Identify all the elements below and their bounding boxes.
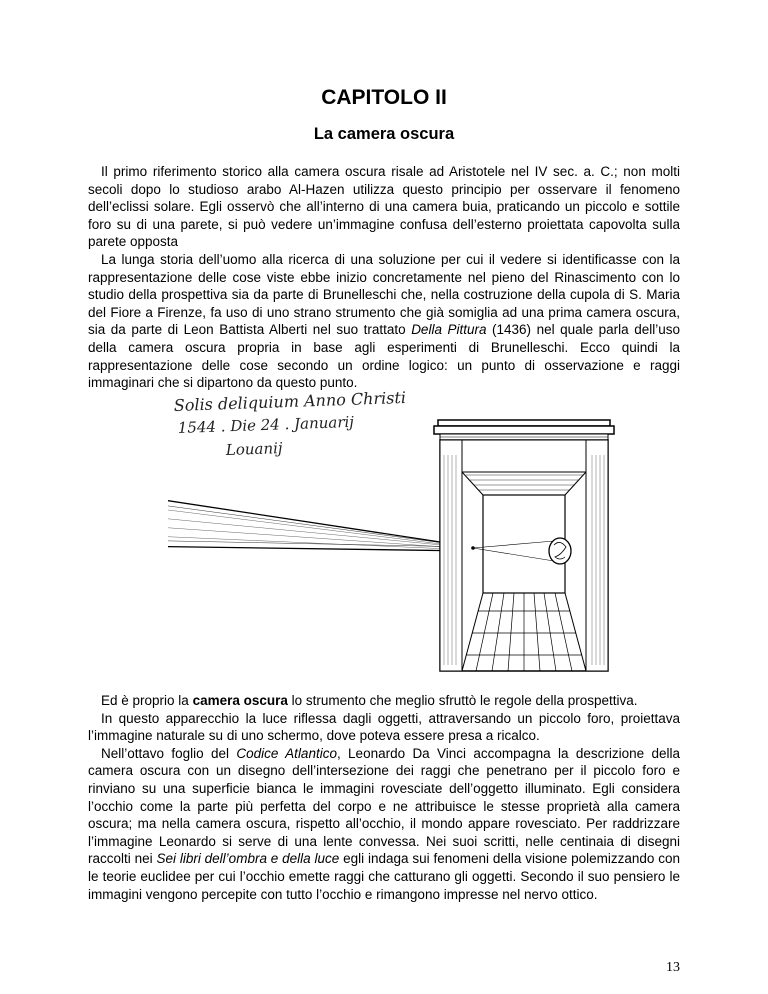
caption-line-1: Solis deliquium Anno Christi bbox=[173, 387, 407, 415]
paragraph-5: Nell’ottavo foglio del Codice Atlantico, Leonardo Da Vinci accompagna la descrizione della camera oscura con un disegno dell’intersezione dei raggi che penetrano per il piccolo foro e rinviano su una superficie bianca le immagini rovesciate dell’oggetto illuminato. Egli considera l’occhio come la parte più perfetta del corpo e ne attribuisce le stesse proprietà alla camera oscura; ma nella camera oscura, rispetto all’occhio, il mondo appare rovesciato. Per raddrizzare l’immagine Leonardo si serve di una lente convessa. Nei suoi scritti, nelle centinaia di disegni raccolti nei Sei libri dell’ombra e della luce egli indaga sui fenomeni della visione polemizzando con le teorie euclidee per cui l’occhio emette raggi che catturano gli oggetti. Secondo il suo pensiero le immagini vengono percepite con tutto l’occhio e rimangono impresse nel nervo ottico. bbox=[88, 745, 680, 902]
intro-text bbox=[88, 163, 680, 392]
paragraph-4: In questo apparecchio la luce riflessa dagli oggetti, attraversando un piccolo foro, proiettava l’immagine naturale su di uno schermo, dove poteva essere presa a ricalco. bbox=[88, 710, 680, 744]
term-camera-oscura: camera oscura bbox=[192, 693, 288, 708]
caption-line-2: 1544 . Die 24 . Januarij bbox=[177, 412, 355, 437]
paragraph-3: Ed è proprio la camera oscura lo strumento che meglio sfruttò le regole della prospettiva. bbox=[101, 693, 638, 708]
handwritten-caption bbox=[173, 388, 406, 459]
paragraph-2: La lunga storia dell’uomo alla ricerca di una soluzione per cui il vedere si identificasse con la rappresentazione delle cose viste ebbe inizio concretamente nel pieno del Rinascimento con lo studio della prospettiva sia da parte di Brunelleschi che, nella costruzione della cupola di S. Maria del Fiore a Firenze, fa uso di uno strano strumento che già somiglia ad una prima camera oscura, sia da parte di Leon Battista Alberti nel suo trattato Della Pittura (1436) nel quale parla dell’uso della camera oscura propria in base agli esperimenti di Brunelleschi. Ecco quindi la rappresentazione delle cose secondo un ordine logico: un punto di osservazione e raggi immaginari che si dipartono da questo punto. bbox=[88, 251, 680, 391]
page-number: 13 bbox=[666, 960, 680, 975]
paragraph-1: Il primo riferimento storico alla camera oscura risale ad Aristotele nel IV sec. a. C.; non molti secoli dopo lo studioso arabo Al-Hazen utilizza questo principio per osservare il fenomeno dell’eclissi solare. Egli osservò che all’interno di una camera buia, praticando un piccolo e sottile foro su di una parete, si può vedere un’immagine confusa dell’esterno proiettata capovolta sulla parete opposta bbox=[88, 164, 680, 250]
body-text bbox=[88, 692, 680, 903]
section-title: La camera oscura bbox=[313, 125, 455, 143]
book-title-sei-libri: Sei libri dell’ombra e della luce bbox=[156, 851, 340, 867]
chapter-title: CAPITOLO II bbox=[321, 86, 447, 109]
light-rays bbox=[168, 494, 473, 551]
caption-line-3: Louanij bbox=[225, 439, 283, 459]
camera-obscura-room bbox=[434, 420, 614, 671]
camera-obscura-engraving bbox=[168, 385, 638, 673]
book-title-della-pittura: Della Pittura bbox=[411, 322, 487, 338]
document-page bbox=[88, 0, 680, 994]
book-title-codice-atlantico: Codice Atlantico bbox=[236, 745, 337, 761]
